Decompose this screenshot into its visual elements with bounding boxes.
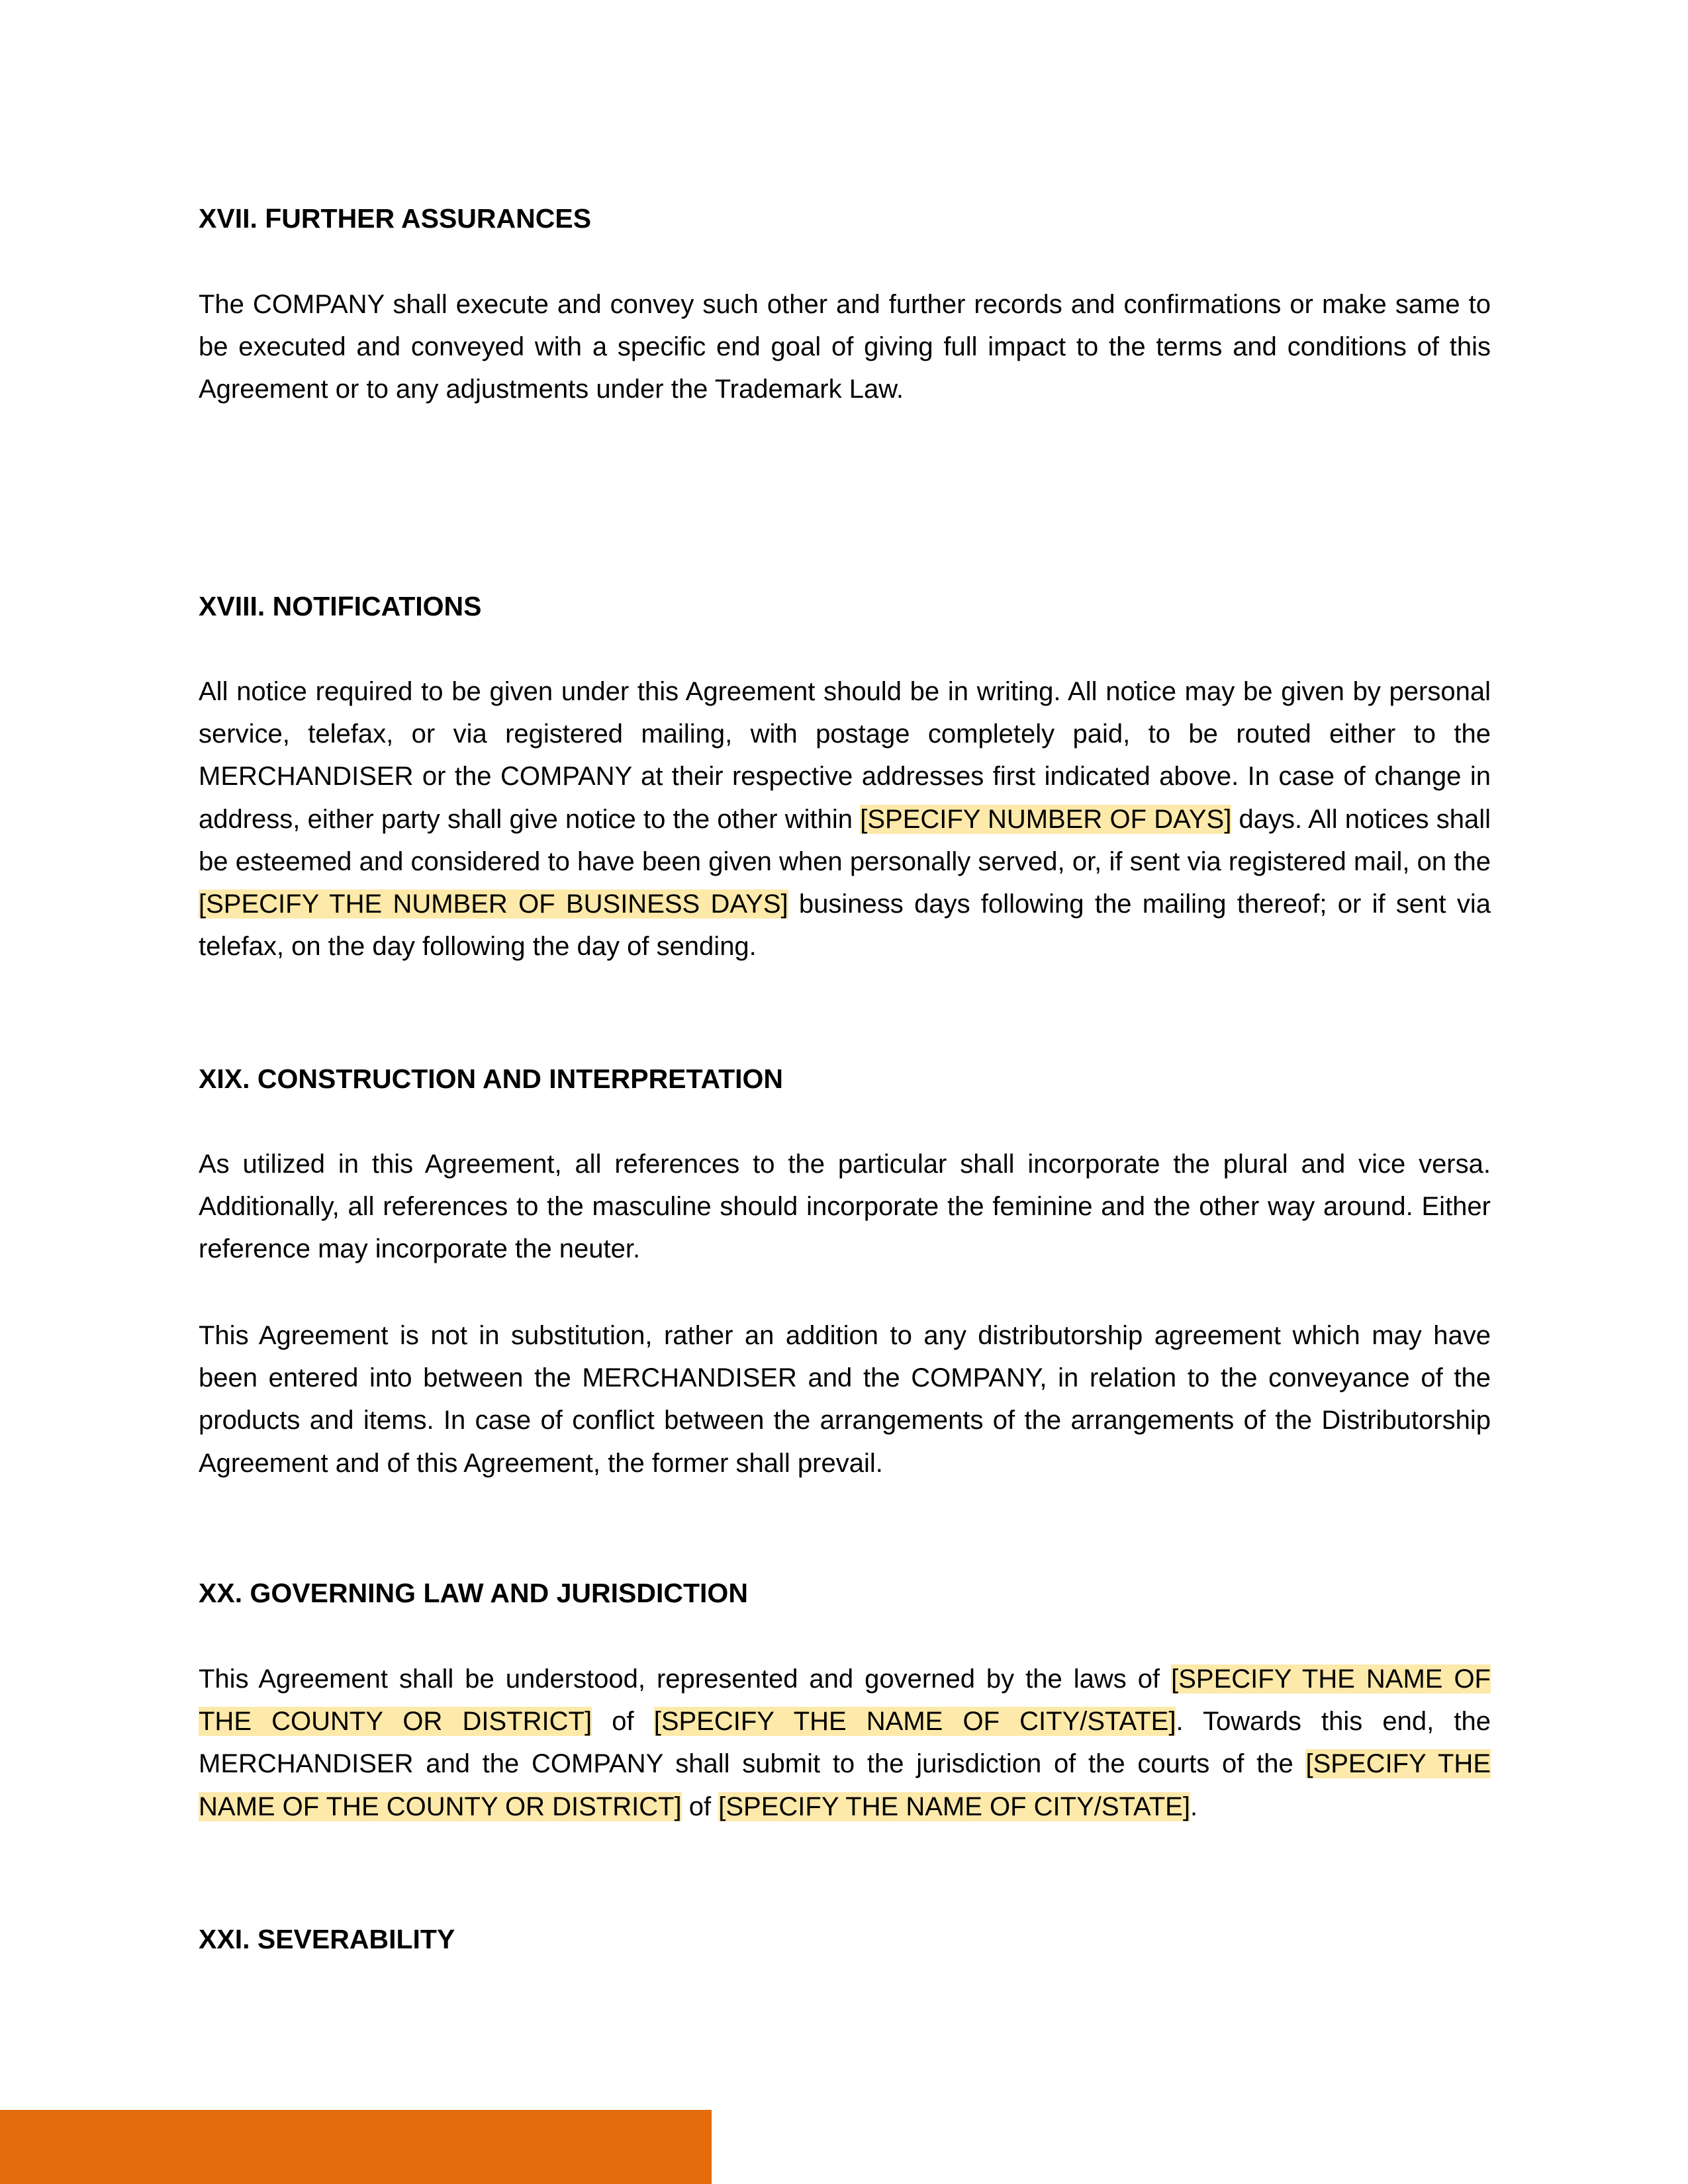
footer-accent-bar [0, 2110, 712, 2184]
governing-law-text-1: This Agreement shall be understood, represented and governed by the laws of [199, 1664, 1172, 1694]
governing-law-text-3: . Towards this end, the MERCHANDISER and the COMPANY shall submit to the jurisdiction of the courts of the [199, 1707, 1491, 1779]
governing-law-text-4: of [681, 1792, 719, 1821]
placeholder-number-of-days: [SPECIFY NUMBER OF DAYS] [860, 804, 1232, 834]
section-heading-notifications: XVIII. NOTIFICATIONS [199, 591, 482, 621]
governing-law-text-5: . [1190, 1792, 1198, 1821]
placeholder-city-state: [SPECIFY THE NAME OF CITY/STATE] [653, 1707, 1176, 1737]
notifications-text-2: days. All notices shall be esteemed and considered to have been given when personally served, or, if sent via registered mail, on the [199, 804, 1491, 876]
section-heading-further-assurances: XVII. FURTHER ASSURANCES [199, 203, 592, 234]
section-heading-construction: XIX. CONSTRUCTION AND INTERPRETATION [199, 1064, 784, 1094]
notifications-text-3: business days following the mailing thereof; or if sent via telefax, on the day following the day of sending. [199, 889, 1491, 962]
placeholder-city-state-courts: [SPECIFY THE NAME OF CITY/STATE] [718, 1792, 1190, 1821]
placeholder-county-or-district: [SPECIFY THE NAME OF THE COUNTY OR DISTRICT] [199, 1664, 1491, 1737]
notifications-text-1: All notice required to be given under this Agreement should be in writing. All notice may be given by personal service, telefax, or via registered mailing, with postage completely paid, to be routed either to the MERCHANDISER or the COMPANY at their respective addresses first indicated above. In case of change in address, either party shall give notice to the other within [199, 677, 1491, 834]
placeholder-county-or-district-courts: [SPECIFY THE NAME OF THE COUNTY OR DISTRICT] [199, 1749, 1491, 1821]
paragraph-construction-1: As utilized in this Agreement, all references to the particular shall incorporate the plural and vice versa. Additionally, all references to the masculine should incorporate the feminine and the other way around. Either reference may incorporate the neuter. [199, 1150, 1491, 1264]
paragraph-further-assurances: The COMPANY shall execute and convey such other and further records and confirmations or make same to be executed and conveyed with a specific end goal of giving full impact to the terms and conditions of this Agreement or to any adjustments under the Trademark Law. [199, 290, 1491, 404]
paragraph-notifications [199, 670, 1491, 968]
paragraph-governing-law [199, 1658, 1491, 1828]
paragraph-construction-2: This Agreement is not in substitution, rather an addition to any distributorship agreement which may have been entered into between the MERCHANDISER and the COMPANY, in relation to the conveyance of the products and items. In case of conflict between the arrangements of the arrangements of the Distributorship Agreement and of this Agreement, the former shall prevail. [199, 1321, 1491, 1478]
section-heading-governing-law: XX. GOVERNING LAW AND JURISDICTION [199, 1578, 748, 1608]
governing-law-text-2: of [592, 1707, 654, 1737]
placeholder-number-of-business-days: [SPECIFY THE NUMBER OF BUSINESS DAYS] [199, 889, 788, 919]
section-heading-severability: XXI. SEVERABILITY [199, 1924, 455, 1954]
